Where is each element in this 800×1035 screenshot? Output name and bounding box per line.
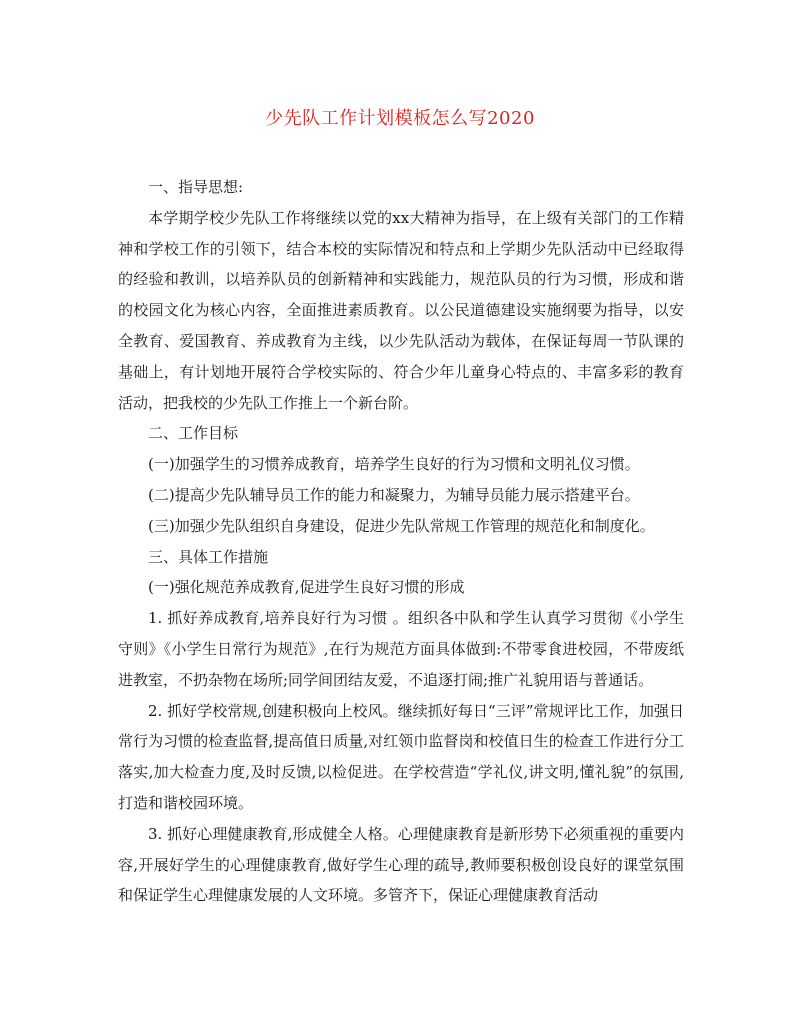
document-body (118, 172, 684, 911)
section-heading-guiding-thought: 一、指导思想: (148, 178, 244, 196)
goal-item-2: (二)提高少先队辅导员工作的能力和凝聚力，为辅导员能力展示搭建平台。 (148, 485, 640, 504)
measure-paragraph-3: 3. 抓好心理健康教育,形成健全人格。心理健康教育是新形势下必须重视的重要内容,开展好学生的心理健康教育,做好学生心理的疏导,教师要积极创设良好的课堂氛围和保证学生心理健康发展的人文环境。多管齐下，保证心理健康教育活动 (118, 824, 684, 905)
goal-item-1: (一)加强学生的习惯养成教育，培养学生良好的行为习惯和文明礼仪习惯。 (148, 455, 640, 474)
paragraph-guiding-thought: 本学期学校少先队工作将继续以党的xx大精神为指导，在上级有关部门的工作精神和学校工作的引领下，结合本校的实际情况和特点和上学期少先队活动中已经取得的经验和教训，以培养队员的创新精神和实践能力，规范队员的行为习惯，形成和谐的校园文化为核心内容，全面推进素质教育。以公民道德建设实施纲要为指导，以安全教育、爱国教育、养成教育为主线，以少先队活动为载体，在保证每周一节队课的基础上，有计划地开展符合学校实际的、符合少年儿童身心特点的、丰富多彩的教育活动，把我校的少先队工作推上一个新台阶。 (118, 208, 684, 412)
document-title: 少先队工作计划模板怎么写2020 (265, 108, 535, 129)
measure-paragraph-2: 2. 抓好学校常规,创建积极向上校风。继续抓好每日“三评”常规评比工作，加强日常行为习惯的检查监督,提高值日质量,对红领巾监督岗和校值日生的检查工作进行分工落实,加大检查力度,及时反馈,以检促进。在学校营造“学礼仪,讲文明,懂礼貌”的氛围,打造和谐校园环境。 (118, 701, 684, 812)
goal-item-3: (三)加强少先队组织自身建设，促进少先队常规工作管理的规范化和制度化。 (148, 516, 655, 535)
subsection-heading-habits: (一)强化规范养成教育,促进学生良好习惯的形成 (148, 578, 465, 597)
section-heading-measures: 三、具体工作措施 (148, 547, 269, 566)
section-heading-work-goals: 二、工作目标 (148, 424, 239, 443)
measure-paragraph-1: 1. 抓好养成教育,培养良好行为习惯 。组织各中队和学生认真学习贯彻《小学生守则》《小学生日常行为规范》,在行为规范方面具体做到:不带零食进校园，不带废纸进教室，不扔杂物在场所;同学间团结友爱，不追逐打闹;推广礼貌用语与普通话。 (118, 609, 684, 689)
